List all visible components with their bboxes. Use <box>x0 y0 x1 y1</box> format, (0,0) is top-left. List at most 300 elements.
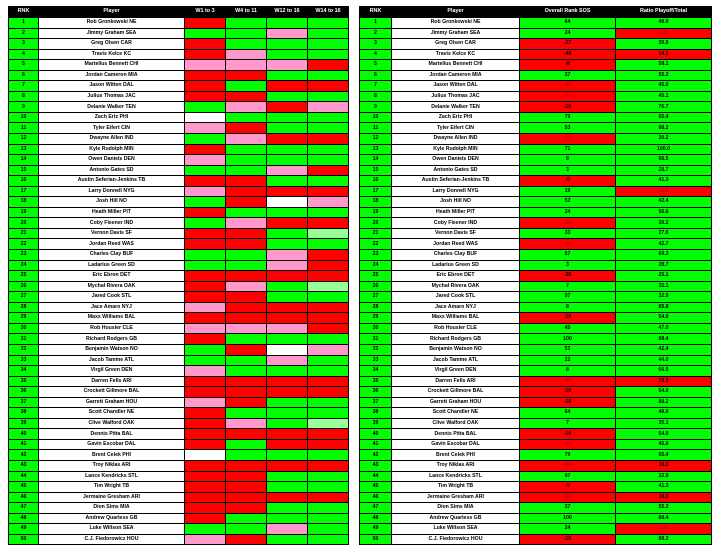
week-block-cell <box>308 81 349 92</box>
ratio-playoff-total-cell: 54.0 <box>616 429 712 440</box>
player-name-cell: Martellus Bennett CHI <box>39 60 185 71</box>
ratio-playoff-total-cell: 28.7 <box>616 165 712 176</box>
rank-cell: 1 <box>9 18 39 29</box>
player-name-cell: Jimmy Graham SEA <box>392 28 520 39</box>
table-row <box>9 91 349 102</box>
week-block-cell <box>226 408 267 419</box>
overall-rank-sos-cell: 52 <box>520 344 616 355</box>
week-block-cell <box>308 492 349 503</box>
week-block-cell <box>308 355 349 366</box>
week-block-cell <box>185 313 226 324</box>
rank-cell: 2 <box>360 28 392 39</box>
player-name-cell: Jace Amaro NYJ <box>392 302 520 313</box>
week-block-cell <box>267 387 308 398</box>
table-row <box>360 450 712 461</box>
ratio-playoff-total-cell: 14.1 <box>616 49 712 60</box>
week-block-cell <box>267 28 308 39</box>
week-block-cell <box>185 281 226 292</box>
table-row <box>360 123 712 134</box>
table-row <box>9 366 349 377</box>
week-block-cell <box>267 144 308 155</box>
rank-cell: 30 <box>9 323 39 334</box>
overall-rank-sos-cell: 79 <box>520 450 616 461</box>
week-block-cell <box>185 70 226 81</box>
week-block-cell <box>226 91 267 102</box>
week-block-cell <box>185 260 226 271</box>
week-block-cell <box>267 408 308 419</box>
table-row <box>9 397 349 408</box>
table-row <box>360 408 712 419</box>
week-block-cell <box>226 228 267 239</box>
rank-cell: 6 <box>9 70 39 81</box>
table-row <box>9 418 349 429</box>
overall-rank-sos-cell: 24 <box>520 207 616 218</box>
ratio-playoff-total-cell: 55.2 <box>616 70 712 81</box>
player-name-cell: Jordan Cameron MIA <box>392 70 520 81</box>
player-name-cell: Gavin Escobar DAL <box>392 439 520 450</box>
week-block-cell <box>267 313 308 324</box>
week-block-cell <box>185 334 226 345</box>
week-block-cell <box>185 60 226 71</box>
player-name-cell: Jason Witten DAL <box>392 81 520 92</box>
player-name-cell: Virgil Green DEN <box>392 366 520 377</box>
overall-rank-sos-cell: -36 <box>520 271 616 282</box>
week-block-cell <box>267 102 308 113</box>
overall-rank-sos-cell: 97 <box>520 471 616 482</box>
rank-cell: 9 <box>360 102 392 113</box>
week-block-cell <box>267 176 308 187</box>
week-block-cell <box>308 408 349 419</box>
week-block-cell <box>226 460 267 471</box>
table-row <box>9 39 349 50</box>
week-block-cell <box>308 250 349 261</box>
week-block-cell <box>226 186 267 197</box>
overall-rank-sos-cell: 100 <box>520 513 616 524</box>
table-row <box>9 155 349 166</box>
player-name-cell: Josh Hill NO <box>39 197 185 208</box>
player-name-cell: Virgil Green DEN <box>39 366 185 377</box>
player-name-cell: Richard Rodgers GB <box>392 334 520 345</box>
rank-cell: 5 <box>360 60 392 71</box>
player-name-cell: Ladarius Green SD <box>392 260 520 271</box>
ratio-playoff-total-cell: 42.4 <box>616 344 712 355</box>
week-block-cell <box>226 218 267 229</box>
rank-cell: 34 <box>9 366 39 377</box>
player-name-cell: Dion Sims MIA <box>39 503 185 514</box>
week-block-cell <box>185 482 226 493</box>
week-block-cell <box>226 482 267 493</box>
overall-rank-sos-cell: -66 <box>520 81 616 92</box>
week-block-cell <box>226 165 267 176</box>
week-block-cell <box>267 39 308 50</box>
week-block-cell <box>308 439 349 450</box>
player-name-cell: Jason Witten DAL <box>39 81 185 92</box>
right-table-body <box>360 18 712 545</box>
rank-cell: 30 <box>360 323 392 334</box>
overall-rank-sos-cell: 24 <box>520 524 616 535</box>
rank-cell: 33 <box>360 355 392 366</box>
week-block-cell <box>226 207 267 218</box>
player-name-cell: Delanie Walker TEN <box>39 102 185 113</box>
week-block-cell <box>308 18 349 29</box>
overall-rank-sos-cell: -8 <box>520 60 616 71</box>
rank-cell: 2 <box>9 28 39 39</box>
overall-rank-sos-cell: -81 <box>520 91 616 102</box>
rank-cell: 22 <box>9 239 39 250</box>
table-row <box>360 18 712 29</box>
player-name-cell: Scott Chandler NE <box>39 408 185 419</box>
week-block-cell <box>185 176 226 187</box>
player-name-cell: Benjamin Watson NO <box>39 344 185 355</box>
rank-cell: 16 <box>360 176 392 187</box>
rank-cell: 23 <box>360 250 392 261</box>
player-name-cell: Rob Housler CLE <box>392 323 520 334</box>
ratio-playoff-total-cell: 42.7 <box>616 239 712 250</box>
week-block-cell <box>226 366 267 377</box>
week-block-cell <box>267 207 308 218</box>
player-name-cell: Coby Fleener IND <box>392 218 520 229</box>
week-block-cell <box>185 376 226 387</box>
overall-rank-sos-cell: -9 <box>520 176 616 187</box>
table-row <box>9 260 349 271</box>
ratio-playoff-total-cell: 55.4 <box>616 450 712 461</box>
ratio-playoff-total-cell: 27.6 <box>616 228 712 239</box>
col-player: Player <box>39 7 185 18</box>
week-block-cell <box>226 334 267 345</box>
week-block-cell <box>308 334 349 345</box>
header-row <box>360 7 712 18</box>
week-block-cell <box>226 39 267 50</box>
rank-cell: 44 <box>9 471 39 482</box>
week-block-cell <box>226 260 267 271</box>
week-block-cell <box>267 513 308 524</box>
week-block-cell <box>185 492 226 503</box>
player-name-cell: C.J. Fiedorowicz HOU <box>39 534 185 545</box>
ratio-playoff-total-cell: 42.4 <box>616 197 712 208</box>
week-block-cell <box>185 49 226 60</box>
week-block-cell <box>185 366 226 377</box>
table-row <box>9 228 349 239</box>
table-row <box>360 376 712 387</box>
week-block-cell <box>185 292 226 303</box>
overall-rank-sos-cell: 3 <box>520 165 616 176</box>
ratio-playoff-total-cell: 25.1 <box>616 271 712 282</box>
player-name-cell: Vernon Davis SF <box>39 228 185 239</box>
rank-cell: 15 <box>9 165 39 176</box>
rank-cell: 3 <box>360 39 392 50</box>
week-block-cell <box>308 429 349 440</box>
overall-rank-sos-cell: 7 <box>520 281 616 292</box>
table-row <box>9 165 349 176</box>
week-block-cell <box>267 218 308 229</box>
week-block-cell <box>308 39 349 50</box>
week-block-cell <box>267 186 308 197</box>
table-row <box>360 387 712 398</box>
table-row <box>360 366 712 377</box>
week-block-cell <box>308 313 349 324</box>
left-table-header <box>9 7 349 18</box>
player-name-cell: Jordan Reed WAS <box>392 239 520 250</box>
table-row <box>9 112 349 123</box>
week-block-cell <box>267 376 308 387</box>
week-block-cell <box>226 429 267 440</box>
overall-rank-sos-cell: 64 <box>520 18 616 29</box>
week-block-cell <box>226 492 267 503</box>
ratio-playoff-total-cell: 45.0 <box>616 81 712 92</box>
player-name-cell: Jacob Tamme ATL <box>392 355 520 366</box>
table-row <box>360 439 712 450</box>
week-block-cell <box>308 207 349 218</box>
rank-cell: 42 <box>9 450 39 461</box>
rank-cell: 44 <box>360 471 392 482</box>
week-block-cell <box>185 91 226 102</box>
overall-rank-sos-cell: -16 <box>520 397 616 408</box>
table-row <box>9 387 349 398</box>
player-name-cell: Jordan Cameron MIA <box>39 70 185 81</box>
player-name-cell: Travis Kelce KC <box>39 49 185 60</box>
rank-cell: 37 <box>9 397 39 408</box>
week-block-cell <box>308 239 349 250</box>
week-block-cell <box>185 81 226 92</box>
week-block-cell <box>308 524 349 535</box>
ratio-playoff-total-cell: 54.0 <box>616 313 712 324</box>
player-name-cell: Rob Gronkowski NE <box>39 18 185 29</box>
week-block-cell <box>185 134 226 145</box>
player-name-cell: Gavin Escobar DAL <box>39 439 185 450</box>
week-block-cell <box>185 28 226 39</box>
rank-cell: 27 <box>360 292 392 303</box>
week-block-cell <box>267 366 308 377</box>
table-row <box>360 176 712 187</box>
player-name-cell: Kyle Rudolph MIN <box>39 144 185 155</box>
player-name-cell: Heath Miller PIT <box>392 207 520 218</box>
rank-cell: 47 <box>9 503 39 514</box>
week-block-cell <box>267 81 308 92</box>
rank-cell: 26 <box>9 281 39 292</box>
col-w1-3: W1 to 3 <box>185 7 226 18</box>
table-row <box>9 355 349 366</box>
table-row <box>360 207 712 218</box>
week-block-cell <box>226 344 267 355</box>
week-block-cell <box>226 197 267 208</box>
week-block-cell <box>185 397 226 408</box>
ratio-playoff-total-cell: 30.0 <box>616 39 712 50</box>
player-name-cell: Austin Seferian-Jenkins TB <box>39 176 185 187</box>
col-overall-rank-sos: Overall Rank SOS <box>520 7 616 18</box>
ratio-playoff-total-cell: 58.1 <box>616 60 712 71</box>
table-row <box>360 239 712 250</box>
week-block-cell <box>308 450 349 461</box>
player-name-cell: Eric Ebron DET <box>392 271 520 282</box>
table-row <box>9 323 349 334</box>
overall-rank-sos-cell: 64 <box>520 408 616 419</box>
week-block-cell <box>226 176 267 187</box>
table-row <box>360 250 712 261</box>
week-block-cell <box>308 397 349 408</box>
table-row <box>9 60 349 71</box>
table-row <box>360 60 712 71</box>
week-block-cell <box>267 70 308 81</box>
week-block-cell <box>226 503 267 514</box>
table-row <box>9 134 349 145</box>
week-block-cell <box>308 49 349 60</box>
player-name-cell: Tim Wright TB <box>392 482 520 493</box>
player-name-cell: Coby Fleener IND <box>39 218 185 229</box>
ratio-playoff-total-cell: 41.3 <box>616 482 712 493</box>
week-block-cell <box>185 155 226 166</box>
week-block-cell <box>226 397 267 408</box>
ratio-playoff-total-cell: 19.3 <box>616 492 712 503</box>
overall-rank-sos-cell: 8 <box>520 366 616 377</box>
table-row <box>360 70 712 81</box>
week-block-cell <box>185 408 226 419</box>
week-block-cell <box>267 155 308 166</box>
overall-rank-sos-cell: 8 <box>520 155 616 166</box>
week-block-cell <box>308 302 349 313</box>
ratio-playoff-total-cell: 32.9 <box>616 292 712 303</box>
table-row <box>9 439 349 450</box>
week-block-cell <box>226 439 267 450</box>
week-block-cell <box>267 260 308 271</box>
rank-cell: 39 <box>9 418 39 429</box>
table-row <box>9 513 349 524</box>
week-block-cell <box>185 471 226 482</box>
rank-cell: 3 <box>9 39 39 50</box>
table-row <box>360 271 712 282</box>
week-block-cell <box>308 513 349 524</box>
week-block-cell <box>308 281 349 292</box>
table-row <box>360 91 712 102</box>
col-player: Player <box>392 7 520 18</box>
table-row <box>9 334 349 345</box>
table-row <box>9 123 349 134</box>
player-name-cell: Mychal Rivera OAK <box>39 281 185 292</box>
rank-cell: 5 <box>9 60 39 71</box>
rank-cell: 26 <box>360 281 392 292</box>
player-name-cell: Brent Celek PHI <box>39 450 185 461</box>
ratio-playoff-total-cell: 30.2 <box>616 134 712 145</box>
ratio-playoff-total-cell: 35.1 <box>616 418 712 429</box>
ratio-playoff-total-cell: 45.0 <box>616 439 712 450</box>
table-row <box>360 513 712 524</box>
rank-cell: 7 <box>360 81 392 92</box>
table-row <box>9 408 349 419</box>
week-block-cell <box>267 429 308 440</box>
week-block-cell <box>267 134 308 145</box>
table-row <box>9 250 349 261</box>
week-block-cell <box>226 123 267 134</box>
ratio-playoff-total-cell: 48.0 <box>616 408 712 419</box>
player-name-cell: Martellus Bennett CHI <box>392 60 520 71</box>
week-block-cell <box>226 134 267 145</box>
player-name-cell: C.J. Fiedorowicz HOU <box>392 534 520 545</box>
rank-cell: 18 <box>9 197 39 208</box>
table-row <box>9 492 349 503</box>
week-block-cell <box>267 91 308 102</box>
ratio-playoff-total-cell: 30.2 <box>616 218 712 229</box>
overall-rank-sos-cell: -48 <box>520 239 616 250</box>
ratio-playoff-total-cell: 28.7 <box>616 260 712 271</box>
week-block-cell <box>185 239 226 250</box>
table-row <box>9 81 349 92</box>
left-table-body <box>9 18 349 545</box>
col-rnk: RNK <box>9 7 39 18</box>
week-block-cell <box>226 28 267 39</box>
week-block-cell <box>185 271 226 282</box>
rank-cell: 21 <box>360 228 392 239</box>
rank-cell: 31 <box>9 334 39 345</box>
player-name-cell: Troy Niklas ARI <box>392 460 520 471</box>
overall-rank-sos-cell: -69 <box>520 460 616 471</box>
table-row <box>360 218 712 229</box>
week-block-cell <box>185 302 226 313</box>
overall-rank-sos-cell: -69 <box>520 376 616 387</box>
week-block-cell <box>226 155 267 166</box>
week-block-cell <box>267 418 308 429</box>
ratio-playoff-total-cell: 35.1 <box>616 281 712 292</box>
player-name-cell: Jacob Tamme ATL <box>39 355 185 366</box>
schedule-strength-table <box>8 6 349 545</box>
overall-rank-sos-cell: -27 <box>520 39 616 50</box>
rank-cell: 45 <box>9 482 39 493</box>
rank-cell: 6 <box>360 70 392 81</box>
week-block-cell <box>267 323 308 334</box>
week-block-cell <box>267 112 308 123</box>
table-row <box>9 70 349 81</box>
player-name-cell: Julius Thomas JAC <box>392 91 520 102</box>
rank-cell: 12 <box>9 134 39 145</box>
table-row <box>9 218 349 229</box>
week-block-cell <box>308 218 349 229</box>
week-block-cell <box>267 503 308 514</box>
overall-rank-sos-cell: 57 <box>520 250 616 261</box>
rank-cell: 40 <box>360 429 392 440</box>
ratio-playoff-total-cell: 55.4 <box>616 112 712 123</box>
week-block-cell <box>185 460 226 471</box>
rank-cell: 36 <box>360 387 392 398</box>
table-row <box>360 81 712 92</box>
player-name-cell: Crockett Gillmore BAL <box>39 387 185 398</box>
player-name-cell: Delanie Walker TEN <box>392 102 520 113</box>
week-block-cell <box>226 271 267 282</box>
week-block-cell <box>267 460 308 471</box>
player-name-cell: Luke Willson SEA <box>392 524 520 535</box>
overall-rank-sos-cell: 97 <box>520 292 616 303</box>
ratio-playoff-total-cell: 54.0 <box>616 387 712 398</box>
week-block-cell <box>226 313 267 324</box>
rank-cell: 28 <box>9 302 39 313</box>
player-name-cell: Larry Donnell NYG <box>392 186 520 197</box>
ratio-playoff-total-cell: 10.6 <box>616 186 712 197</box>
rank-cell: 20 <box>9 218 39 229</box>
week-block-cell <box>185 144 226 155</box>
week-block-cell <box>185 439 226 450</box>
ratio-playoff-total-cell: 88.4 <box>616 334 712 345</box>
week-block-cell <box>226 250 267 261</box>
overall-rank-sos-cell: 7 <box>520 418 616 429</box>
overall-rank-sos-cell: 45 <box>520 323 616 334</box>
ratio-playoff-total-cell: 55.2 <box>616 503 712 514</box>
week-block-cell <box>226 112 267 123</box>
week-block-cell <box>226 450 267 461</box>
overall-rank-sos-cell: 19 <box>520 186 616 197</box>
week-block-cell <box>308 123 349 134</box>
ratio-playoff-total-cell: 98.2 <box>616 123 712 134</box>
rank-cell: 13 <box>9 144 39 155</box>
ratio-playoff-total-cell: 66.5 <box>616 155 712 166</box>
table-row <box>9 49 349 60</box>
player-name-cell: Andrew Quarless GB <box>39 513 185 524</box>
